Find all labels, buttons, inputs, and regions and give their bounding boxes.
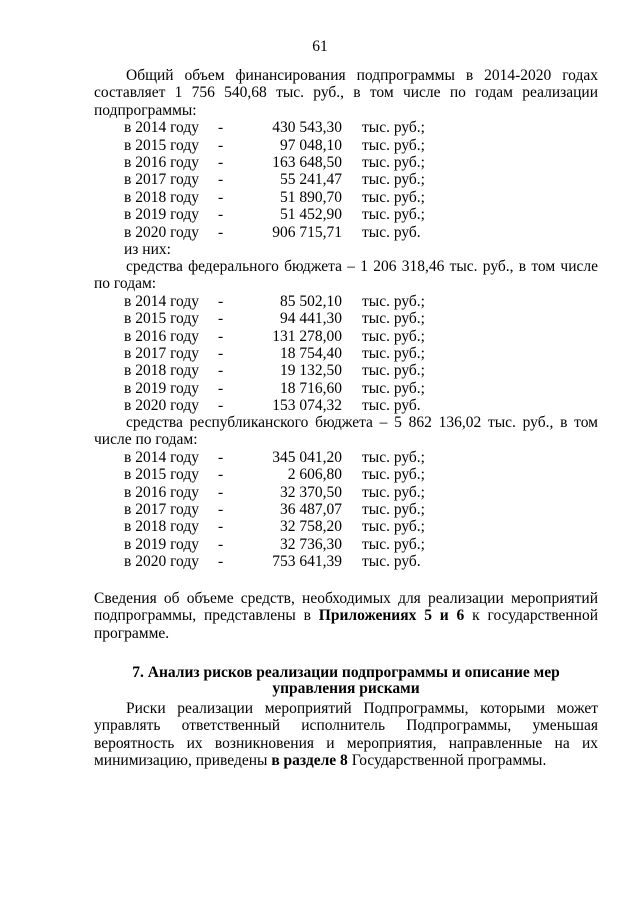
unit-label: тыс. руб.; [362,362,425,380]
federal-funding-row [94,293,598,310]
section-7-text: Риски реализации мероприятий Подпрограммы, которыми может управлять ответственный исполнитель Подпрограммы, уменьшая вероятность их возникновения и мероприятия, направленные на их минимизацию, приведены [94,700,598,770]
amount-value: 55 241,47 [280,171,342,189]
federal-funding-row [94,380,598,397]
year-label: в 2018 году [124,518,199,536]
year-label: в 2018 году [124,188,199,206]
amount-value: 163 648,50 [272,154,342,171]
federal-funding-row [94,345,598,362]
year-label: в 2019 году [124,206,199,224]
dash-separator: - [218,171,224,189]
republican-funding-row [94,553,598,570]
of-them-block [94,241,598,258]
section-7 [94,665,598,697]
amount-value: 36 487,07 [280,500,342,518]
dash-separator: - [218,206,224,224]
amount-value: 906 715,71 [272,223,342,241]
republican-funding-table [94,449,598,571]
dash-separator: - [218,136,224,154]
republican-funding-row [94,518,598,535]
total-funding-row [94,171,598,188]
total-funding-row [94,206,598,223]
federal-funding-intro: средства федерального бюджета – 1 206 318,46 тыс. руб., в том числе по годам: [94,258,598,293]
appendix-note [94,590,598,642]
unit-label: тыс. руб.; [362,500,425,518]
amount-value: 32 370,50 [280,483,342,501]
unit-label: тыс. руб.; [362,171,425,189]
dash-separator: - [218,292,224,310]
federal-funding-block [94,258,598,415]
year-label: в 2020 году [124,223,199,241]
unit-label: тыс. руб. [362,553,421,571]
section-7-body [94,700,598,770]
year-label: в 2016 году [124,154,199,171]
total-funding-intro: Общий объем финансирования подпрограммы в 2014-2020 годах составляет 1 756 540,68 тыс. руб., в том числе по годам реализации подпрограммы: [94,67,598,119]
dash-separator: - [218,553,224,571]
section-7-paragraph [94,700,598,770]
section-7-heading-line-1: 7. Анализ рисков реализации подпрограммы и описание мер [132,664,560,681]
unit-label: тыс. руб.; [362,119,425,137]
year-label: в 2018 году [124,362,199,380]
unit-label: тыс. руб.; [362,466,425,484]
amount-value: 18 754,40 [280,344,342,362]
federal-funding-row [94,328,598,345]
year-label: в 2016 году [124,483,199,501]
dash-separator: - [218,397,224,415]
appendix-note-text-end: к государственной программе. [94,607,598,642]
year-label: в 2016 году [124,327,199,345]
amount-value: 51 452,90 [280,206,342,224]
amount-value: 345 041,20 [272,448,342,466]
year-label: в 2019 году [124,379,199,397]
year-label: в 2015 году [124,136,199,154]
dash-separator: - [218,223,224,241]
republican-funding-row [94,536,598,553]
amount-value: 430 543,30 [272,119,342,137]
total-funding-table [94,119,598,241]
appendix-note-block [94,590,598,642]
dash-separator: - [218,500,224,518]
unit-label: тыс. руб.; [362,292,425,310]
year-label: в 2019 году [124,535,199,553]
amount-value: 85 502,10 [280,292,342,310]
year-label: в 2017 году [124,171,199,189]
amount-value: 32 758,20 [280,518,342,536]
section-7-bold-ref: в разделе 8 [271,752,348,770]
total-funding-block [94,67,598,241]
unit-label: тыс. руб.; [362,206,425,224]
dash-separator: - [218,344,224,362]
section-7-text-end: Государственной программы. [347,752,547,770]
federal-funding-table [94,293,598,415]
year-label: в 2020 году [124,553,199,571]
amount-value: 18 716,60 [280,379,342,397]
republican-funding-row [94,484,598,501]
section-7-heading-line-2: управления рисками [272,680,420,697]
total-funding-row [94,224,598,241]
unit-label: тыс. руб.; [362,136,425,154]
year-label: в 2017 году [124,344,199,362]
dash-separator: - [218,310,224,328]
unit-label: тыс. руб. [362,397,421,415]
amount-value: 2 606,80 [287,466,342,484]
amount-value: 753 641,39 [272,553,342,571]
unit-label: тыс. руб.; [362,344,425,362]
republican-funding-intro: средства республиканского бюджета – 5 862 136,02 тыс. руб., в том числе по годам: [94,414,598,449]
republican-funding-row [94,466,598,483]
dash-separator: - [218,327,224,345]
amount-value: 97 048,10 [280,136,342,154]
dash-separator: - [218,518,224,536]
year-label: в 2014 году [124,448,199,466]
amount-value: 131 278,00 [272,327,342,345]
dash-separator: - [218,466,224,484]
amount-value: 51 890,70 [280,188,342,206]
amount-value: 32 736,30 [280,535,342,553]
appendix-note-bold: Приложениях 5 и 6 [318,607,465,625]
year-label: в 2015 году [124,466,199,484]
total-funding-row [94,154,598,171]
republican-funding-row [94,449,598,466]
of-them-label: из них: [124,241,171,258]
unit-label: тыс. руб. [362,223,421,241]
unit-label: тыс. руб.; [362,310,425,328]
federal-funding-row [94,362,598,379]
appendix-note-text: Сведения об объеме средств, необходимых для реализации мероприятий подпрограммы, представлены в [94,590,598,625]
dash-separator: - [218,119,224,137]
unit-label: тыс. руб.; [362,535,425,553]
unit-label: тыс. руб.; [362,327,425,345]
republican-funding-block [94,414,598,571]
page-number: 61 [312,38,328,55]
year-label: в 2017 году [124,500,199,518]
federal-funding-row [94,397,598,414]
unit-label: тыс. руб.; [362,379,425,397]
year-label: в 2014 году [124,119,199,137]
total-funding-row [94,119,598,136]
dash-separator: - [218,362,224,380]
year-label: в 2015 году [124,310,199,328]
year-label: в 2014 году [124,292,199,310]
dash-separator: - [218,535,224,553]
republican-funding-row [94,501,598,518]
amount-value: 94 441,30 [280,310,342,328]
dash-separator: - [218,483,224,501]
total-funding-row [94,137,598,154]
amount-value: 153 074,32 [272,397,342,415]
unit-label: тыс. руб.; [362,448,425,466]
dash-separator: - [218,188,224,206]
dash-separator: - [218,379,224,397]
dash-separator: - [218,154,224,171]
dash-separator: - [218,448,224,466]
unit-label: тыс. руб.; [362,154,425,171]
unit-label: тыс. руб.; [362,518,425,536]
year-label: в 2020 году [124,397,199,415]
unit-label: тыс. руб.; [362,483,425,501]
unit-label: тыс. руб.; [362,188,425,206]
federal-funding-row [94,310,598,327]
amount-value: 19 132,50 [280,362,342,380]
total-funding-row [94,189,598,206]
